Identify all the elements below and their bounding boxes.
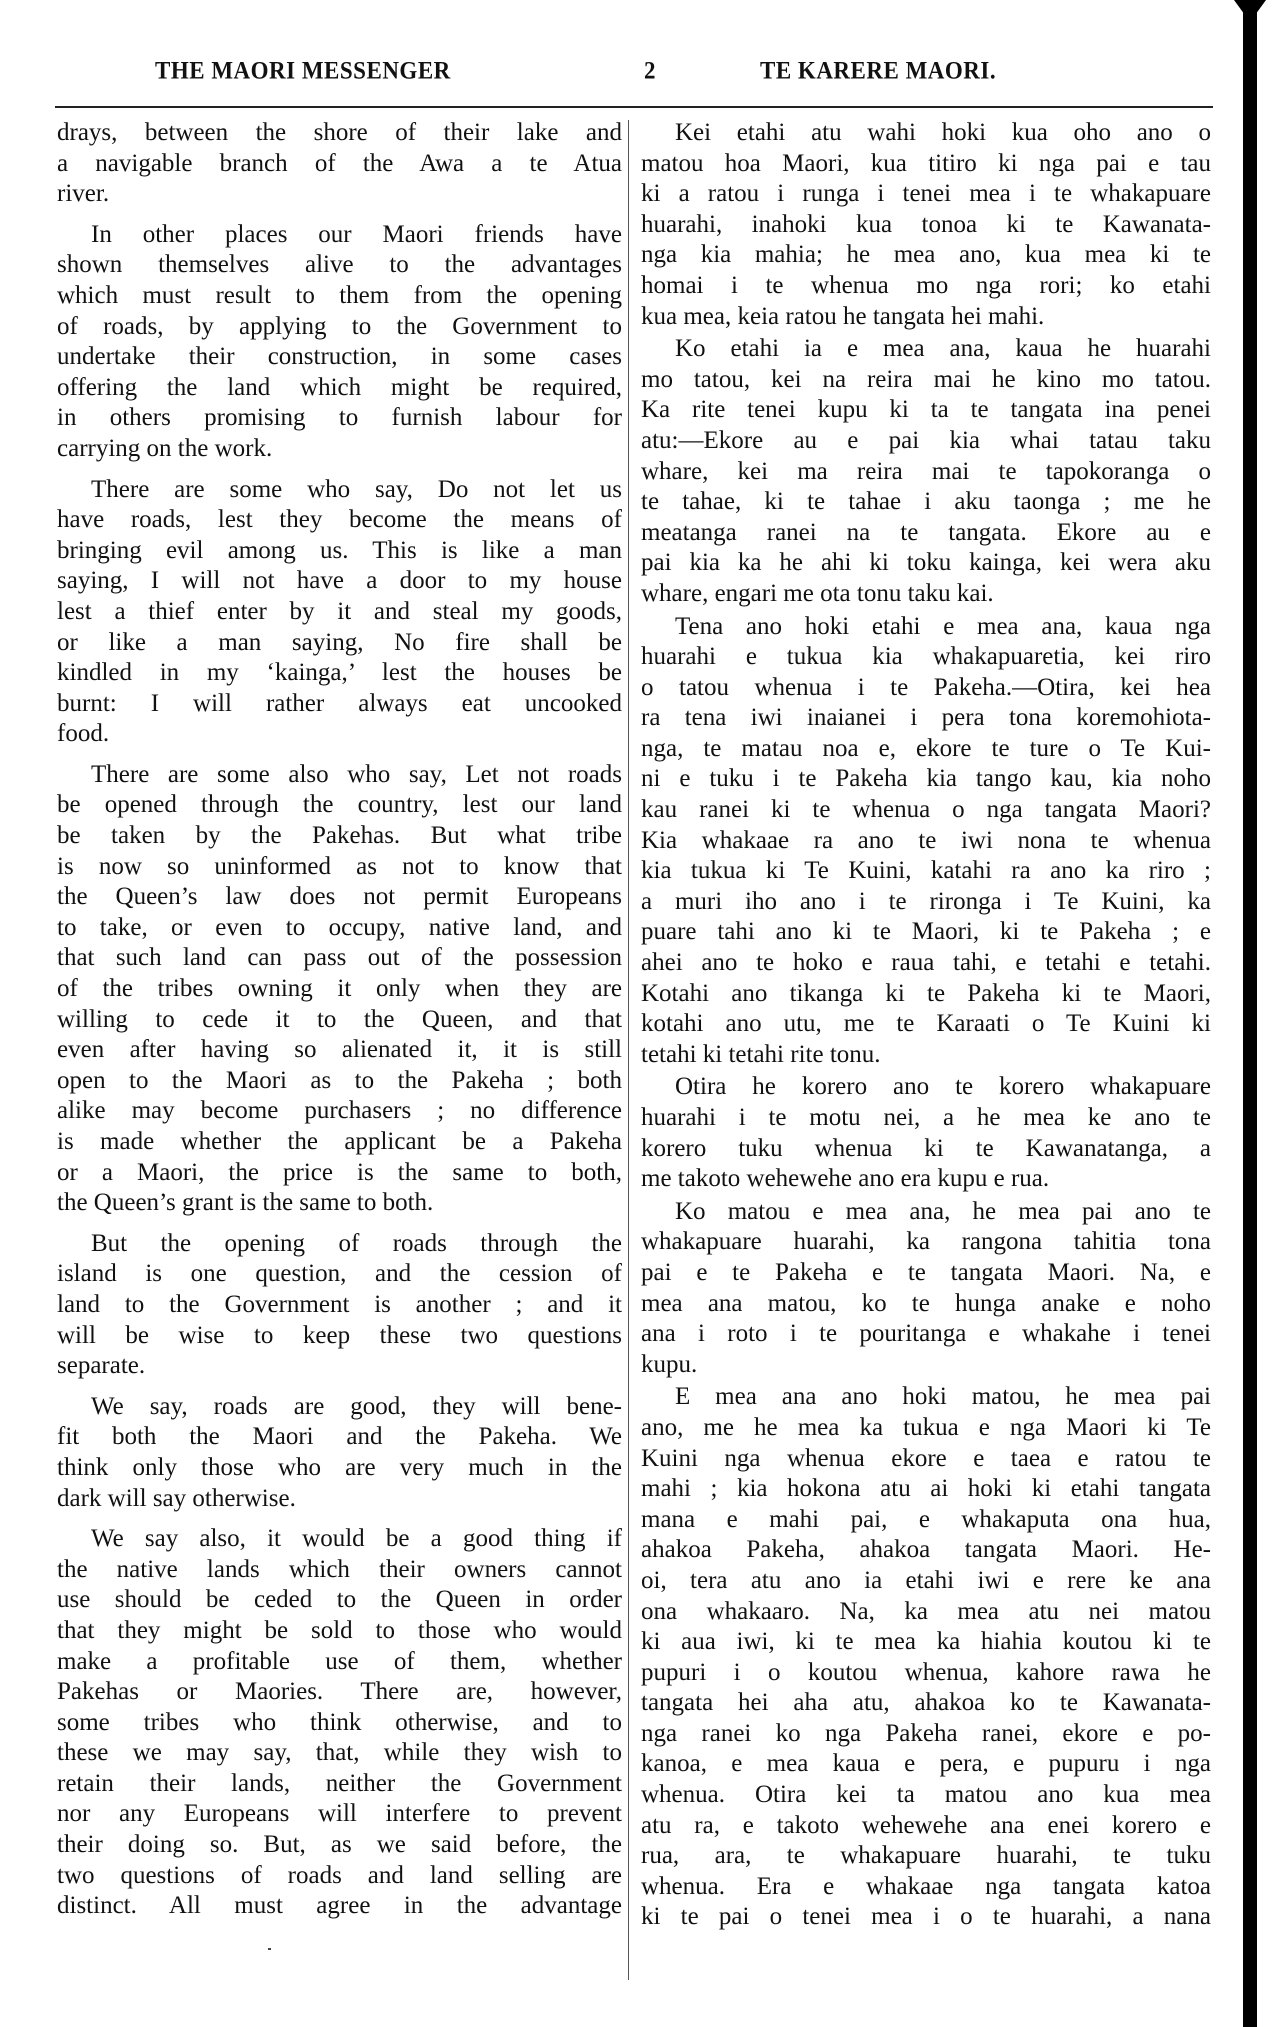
text-line: There are some who say, Do not let us (91, 475, 622, 503)
text-line: distinct. All must agree in the advantage (57, 1892, 622, 1920)
text-line: Otira he korero ano te korero whakapuare (675, 1073, 1211, 1101)
text-line: burnt: I will rather always eat uncooked (57, 689, 622, 717)
text-line: ahakoa Pakeha, ahakoa tangata Maori. He- (641, 1536, 1211, 1564)
text-line: There are some also who say, Let not roads (91, 760, 622, 788)
text-line: these we may say, that, while they wish to (57, 1739, 622, 1767)
text-line: which must result to them from the opening (57, 281, 622, 309)
text-line: homai i te whenua mo nga rori; ko etahi (641, 271, 1211, 299)
text-line: kau ranei ki te whenua o nga tangata Maori? (641, 796, 1211, 824)
text-line: whare, engari me ota tonu taku kai. (641, 579, 994, 607)
text-line: Kuini nga whenua ekore e taea e ratou te (641, 1444, 1211, 1472)
text-line: whenua. Otira kei ta matou ano kua mea (641, 1781, 1211, 1809)
column-divider (628, 120, 629, 1980)
text-line: a navigable branch of the Awa a te Atua (57, 149, 622, 177)
text-line: puare tahi ano ki te Maori, ki te Pakeha ; e (641, 918, 1211, 946)
paragraph (641, 1072, 1211, 1194)
text-line: ahei ano te hoko e raua tahi, e tetahi e tetahi. (641, 949, 1211, 977)
text-line: te tahae, ki te tahae i aku taonga ; me he (641, 488, 1211, 516)
text-line: the Queen’s grant is the same to both. (57, 1189, 434, 1217)
text-line: tetahi ki tetahi rite tonu. (641, 1040, 881, 1068)
text-line: We say, roads are good, they will bene- (91, 1392, 622, 1420)
text-line: nga kia mahia; he mea ano, kua mea ki te (641, 241, 1211, 269)
text-line: Kei etahi atu wahi hoki kua oho ano o (675, 119, 1211, 146)
text-line: retain their lands, neither the Government (57, 1769, 622, 1797)
text-line: fit both the Maori and the Pakeha. We (57, 1423, 622, 1451)
paragraph (57, 1524, 622, 1922)
text-line: ano, me he mea ka tukua e nga Maori ki Te (641, 1413, 1211, 1441)
paragraph (57, 475, 622, 750)
page-number: 2 (644, 56, 656, 85)
text-line: atu:—Ekore au e pai kia whai tatau taku (641, 426, 1211, 454)
text-line: meatanga ranei na te tangata. Ekore au e (641, 518, 1211, 546)
paragraph (57, 1229, 622, 1382)
text-line: use should be ceded to the Queen in order (57, 1586, 622, 1614)
text-line: be taken by the Pakehas. But what tribe (57, 822, 622, 850)
text-line: Ko etahi ia e mea ana, kaua he huarahi (675, 335, 1211, 363)
text-line: that such land can pass out of the possession (57, 944, 622, 972)
text-line: kanoa, e mea kaua e pera, e pupuru i nga (641, 1750, 1211, 1778)
text-line: alike may become purchasers ; no difference (57, 1097, 622, 1125)
text-line: rua, ara, te whakapuare huarahi, te tuku (641, 1842, 1211, 1870)
text-line: tangata hei aha atu, ahakoa ko te Kawanata- (641, 1689, 1211, 1717)
text-line: dark will say otherwise. (57, 1484, 296, 1512)
text-line: drays, between the shore of their lake and (57, 119, 622, 146)
text-line: whare, kei ma reira mai te tapokoranga o (641, 457, 1211, 485)
text-line: ana i roto i te pouritanga e whakahe i tenei (641, 1320, 1211, 1348)
text-line: huarahi e tukua kia whakapuaretia, kei riro (641, 643, 1211, 671)
text-line: make a profitable use of them, whether (57, 1647, 622, 1675)
text-line: Ka rite tenei kupu ki ta te tangata ina penei (641, 396, 1211, 424)
text-line: or a Maori, the price is the same to both, (57, 1158, 622, 1186)
text-line: a muri iho ano i te rironga i Te Kuini, ka (641, 887, 1211, 915)
text-line: ki aua iwi, ki te mea ka hiahia koutou ki te (641, 1628, 1211, 1656)
text-line: saying, I will not have a door to my house (57, 567, 622, 595)
text-line: open to the Maori as to the Pakeha ; both (57, 1066, 622, 1094)
binding-edge (1243, 0, 1257, 2027)
text-line: offering the land which might be required, (57, 373, 622, 401)
paragraph (641, 1382, 1211, 1933)
text-line: ona whakaaro. Na, ka mea atu nei matou (641, 1597, 1211, 1625)
text-line: whakapuare huarahi, ka rangona tahitia tona (641, 1228, 1211, 1256)
header-rule (55, 106, 1213, 108)
text-line: ki te pai o tenei mea i o te huarahi, a nana (641, 1903, 1211, 1931)
text-line: some tribes who think otherwise, and to (57, 1708, 622, 1736)
text-line: whenua. Era e whakaae nga tangata katoa (641, 1872, 1211, 1900)
text-line: that they might be sold to those who would (57, 1616, 622, 1644)
text-line: atu ra, e takoto wehewehe ana enei korero e (641, 1811, 1211, 1839)
text-line: willing to cede it to the Queen, and that (57, 1005, 622, 1033)
paragraph (57, 220, 622, 465)
text-line: Pakehas or Maories. There are, however, (57, 1678, 622, 1706)
text-line: bringing evil among us. This is like a man (57, 536, 622, 564)
text-line: lest a thief enter by it and steal my goods, (57, 597, 622, 625)
text-line: E mea ana ano hoki matou, he mea pai (675, 1383, 1211, 1411)
text-line: But the opening of roads through the (91, 1229, 622, 1257)
paragraph (57, 118, 622, 210)
text-line: nga, te matau noa e, ekore te ture o Te Kui- (641, 734, 1211, 762)
text-line: mahi ; kia hokona atu ai hoki ki etahi tangata (641, 1475, 1211, 1503)
text-line: have roads, lest they become the means of (57, 506, 622, 534)
text-line: mana e mahi pai, e whakaputa ona hua, (641, 1505, 1211, 1533)
text-line: o tatou whenua i te Pakeha.—Otira, kei hea (641, 673, 1211, 701)
text-line: shown themselves alive to the advantages (57, 251, 622, 279)
masthead-english-title: THE MAORI MESSENGER (155, 56, 451, 85)
text-line: kotahi ano utu, me te Karaati o Te Kuini ki (641, 1010, 1211, 1038)
text-line: river. (57, 180, 110, 208)
text-line: me takoto wehewehe ano era kupu e rua. (641, 1165, 1050, 1193)
text-line: island is one question, and the cession of (57, 1260, 622, 1288)
text-line: kindled in my ‘kainga,’ lest the houses be (57, 659, 622, 687)
text-line: pupuri i o koutou whenua, kahore rawa he (641, 1658, 1211, 1686)
text-line: Kotahi ano tikanga ki te Pakeha ki te Maori, (641, 979, 1211, 1007)
text-line: pai e te Pakeha e te tangata Maori. Na, e (641, 1258, 1211, 1286)
text-line: We say also, it would be a good thing if (91, 1525, 622, 1553)
text-line: ni e tuku i te Pakeha kia tango kau, kia noho (641, 765, 1211, 793)
text-line: separate. (57, 1352, 146, 1380)
text-line: kia tukua ki Te Kuini, katahi ra ano ka riro ; (641, 857, 1211, 885)
text-line: ki a ratou i runga i tenei mea i te whakapuare (641, 180, 1211, 208)
text-line: the native lands which their owners cannot (57, 1555, 622, 1583)
text-line: land to the Government is another ; and it (57, 1290, 622, 1318)
text-line: Kia whakaae ra ano te iwi nona te whenua (641, 826, 1211, 854)
text-line: huarahi, inahoki kua tonoa ki te Kawanata- (641, 210, 1211, 238)
text-line: their doing so. But, as we said before, the (57, 1831, 622, 1859)
text-line: oi, tera atu ano ia etahi iwi e rere ke ana (641, 1566, 1211, 1594)
text-line: food. (57, 720, 110, 748)
text-line: kupu. (641, 1350, 698, 1378)
text-line: huarahi i te motu nei, a he mea ke ano te (641, 1104, 1211, 1131)
text-line: or like a man saying, No fire shall be (57, 628, 622, 656)
text-line: undertake their construction, in some cases (57, 343, 622, 371)
paragraph (641, 118, 1211, 332)
print-speck (268, 1948, 271, 1950)
paragraph (641, 334, 1211, 609)
text-line: be opened through the country, lest our land (57, 791, 622, 819)
text-line: Ko matou e mea ana, he mea pai ano te (675, 1197, 1211, 1225)
text-line: ra tena iwi inaianei i pera tona koremohiota- (641, 704, 1211, 732)
text-line: is made whether the applicant be a Pakeha (57, 1128, 622, 1155)
text-line: think only those who are very much in the (57, 1453, 622, 1481)
english-column (57, 118, 622, 1932)
text-line: in others promising to furnish labour for (57, 404, 622, 432)
text-line: mo tatou, kei na reira mai he kino mo tatou. (641, 365, 1211, 393)
text-line: nga ranei ko nga Pakeha ranei, ekore e po- (641, 1719, 1211, 1747)
text-line: nor any Europeans will interfere to prevent (57, 1800, 622, 1828)
text-line: Tena ano hoki etahi e mea ana, kaua nga (675, 612, 1211, 640)
text-line: even after having so alienated it, it is still (57, 1036, 622, 1064)
text-line: to take, or even to occupy, native land, and (57, 913, 622, 941)
text-line: carrying on the work. (57, 434, 273, 462)
text-line: mea ana matou, ko te hunga anake e noho (641, 1289, 1211, 1317)
text-line: korero tuku whenua ki te Kawanatanga, a (641, 1134, 1211, 1162)
masthead-maori-title: TE KARERE MAORI. (760, 56, 997, 85)
text-line: pai kia ka he ahi ki toku kainga, kei wera aku (641, 549, 1211, 577)
maori-column (641, 118, 1211, 1935)
text-line: is now so uninformed as not to know that (57, 852, 622, 880)
paragraph (641, 612, 1211, 1071)
text-line: two questions of roads and land selling are (57, 1861, 622, 1889)
text-line: will be wise to keep these two questions (57, 1321, 622, 1349)
text-line: In other places our Maori friends have (91, 220, 622, 248)
text-line: of roads, by applying to the Government to (57, 312, 622, 340)
text-line: kua mea, keia ratou he tangata hei mahi. (641, 302, 1045, 330)
text-line: the Queen’s law does not permit Europeans (57, 883, 622, 911)
paragraph (57, 1392, 622, 1514)
text-line: of the tribes owning it only when they are (57, 975, 622, 1003)
paragraph (641, 1197, 1211, 1381)
text-line: matou hoa Maori, kua titiro ki nga pai e tau (641, 149, 1211, 177)
paragraph (57, 760, 622, 1219)
